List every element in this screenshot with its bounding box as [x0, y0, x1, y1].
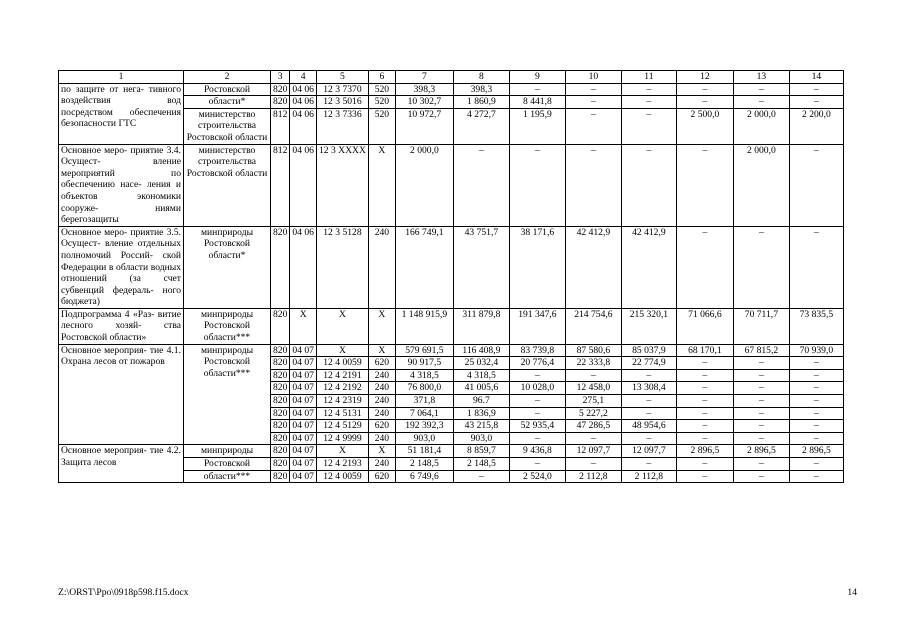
value-cell: 04 06: [290, 96, 317, 109]
value-cell: 240: [368, 369, 395, 382]
value-cell: 12 3 7370: [316, 83, 368, 96]
value-cell: 83 739,8: [509, 344, 565, 357]
value-cell: 20 776,4: [509, 357, 565, 370]
value-cell: 25 032,4: [453, 357, 509, 370]
value-cell: –: [733, 382, 789, 395]
value-cell: –: [509, 83, 565, 96]
activity-name: Основное мероприя- тие 4.1. Охрана лесов от пожаров: [59, 344, 184, 445]
value-cell: –: [733, 407, 789, 420]
value-cell: 52 935,4: [509, 420, 565, 433]
value-cell: 04 06: [290, 83, 317, 96]
value-cell: 38 171,6: [509, 226, 565, 308]
executor-org: министерство строительства Ростовской области: [184, 144, 271, 226]
value-cell: 04 07: [290, 357, 317, 370]
value-cell: 43 215,8: [453, 420, 509, 433]
value-cell: 96.7: [453, 395, 509, 408]
value-cell: 2 112,8: [621, 470, 676, 483]
value-cell: –: [789, 382, 843, 395]
value-cell: 10 302,7: [395, 96, 453, 109]
activity-name: Основное мероприя- тие 4.2. Защита лесов: [59, 445, 184, 483]
value-cell: 240: [368, 407, 395, 420]
value-cell: 76 800,0: [395, 382, 453, 395]
value-cell: 12 4 0059: [316, 357, 368, 370]
value-cell: 04 06: [290, 108, 317, 144]
value-cell: –: [676, 407, 733, 420]
value-cell: 43 751,7: [453, 226, 509, 308]
value-cell: –: [621, 407, 676, 420]
value-cell: 12 4 9999: [316, 432, 368, 445]
value-cell: –: [621, 96, 676, 109]
value-cell: 4 318,5: [395, 369, 453, 382]
value-cell: 214 754,6: [565, 308, 621, 344]
executor-org: минприроды: [184, 445, 271, 458]
value-cell: 371,8: [395, 395, 453, 408]
value-cell: –: [733, 357, 789, 370]
value-cell: 2 500,0: [676, 108, 733, 144]
value-cell: –: [733, 458, 789, 471]
value-cell: 48 954,6: [621, 420, 676, 433]
value-cell: –: [733, 369, 789, 382]
value-cell: 2 000,0: [733, 144, 789, 226]
value-cell: 820: [271, 445, 290, 458]
column-number: 9: [509, 71, 565, 84]
column-number: 3: [271, 71, 290, 84]
value-cell: X: [316, 308, 368, 344]
value-cell: 12 4 5129: [316, 420, 368, 433]
value-cell: 68 170,1: [676, 344, 733, 357]
value-cell: 12 4 2319: [316, 395, 368, 408]
budget-table: [58, 70, 844, 483]
column-number: 6: [368, 71, 395, 84]
value-cell: –: [676, 382, 733, 395]
value-cell: 12 4 2193: [316, 458, 368, 471]
footer-file-path: Z:\ORST\Ppo\0918p598.f15.docx: [58, 587, 189, 598]
executor-org: области*: [184, 96, 271, 109]
table-row: [59, 308, 844, 344]
value-cell: 398,3: [453, 83, 509, 96]
header-row: [59, 71, 844, 84]
value-cell: 71 066,6: [676, 308, 733, 344]
value-cell: 12 3 7336: [316, 108, 368, 144]
value-cell: 2 000,0: [733, 108, 789, 144]
value-cell: –: [565, 369, 621, 382]
value-cell: 903,0: [453, 432, 509, 445]
value-cell: X: [368, 144, 395, 226]
table-row: [59, 445, 844, 458]
value-cell: –: [789, 470, 843, 483]
value-cell: 812: [271, 108, 290, 144]
activity-name: Основное меро- приятие 3.4. Осущест- вление мероприятий по обеспечению насе- ления и объектов экономики сооруже- ниями берегозащиты: [59, 144, 184, 226]
column-number: 2: [184, 71, 271, 84]
value-cell: –: [509, 432, 565, 445]
value-cell: 04 07: [290, 382, 317, 395]
value-cell: 12 4 5131: [316, 407, 368, 420]
value-cell: 820: [271, 83, 290, 96]
value-cell: 12 4 2191: [316, 369, 368, 382]
column-number: 7: [395, 71, 453, 84]
value-cell: 12 097,7: [621, 445, 676, 458]
executor-org: министерство строительства Ростовской области: [184, 108, 271, 144]
executor-org: минприроды Ростовской области*: [184, 226, 271, 308]
table-row: [59, 344, 844, 357]
value-cell: 2 200,0: [789, 108, 843, 144]
value-cell: –: [676, 432, 733, 445]
value-cell: 520: [368, 83, 395, 96]
value-cell: –: [565, 108, 621, 144]
value-cell: –: [676, 144, 733, 226]
value-cell: –: [621, 432, 676, 445]
column-number: 13: [733, 71, 789, 84]
value-cell: 04 07: [290, 395, 317, 408]
value-cell: –: [453, 470, 509, 483]
value-cell: 620: [368, 420, 395, 433]
value-cell: 2 148,5: [453, 458, 509, 471]
column-number: 8: [453, 71, 509, 84]
value-cell: –: [733, 420, 789, 433]
value-cell: 4 272,7: [453, 108, 509, 144]
value-cell: –: [789, 226, 843, 308]
value-cell: –: [565, 96, 621, 109]
value-cell: 42 412,9: [565, 226, 621, 308]
value-cell: 22 333,8: [565, 357, 621, 370]
value-cell: X: [368, 308, 395, 344]
value-cell: 1 836,9: [453, 407, 509, 420]
value-cell: 8 859,7: [453, 445, 509, 458]
value-cell: –: [565, 458, 621, 471]
value-cell: 2 000,0: [395, 144, 453, 226]
value-cell: X: [316, 344, 368, 357]
value-cell: 1 148 915,9: [395, 308, 453, 344]
value-cell: 04 07: [290, 458, 317, 471]
value-cell: 12 097,7: [565, 445, 621, 458]
value-cell: –: [676, 369, 733, 382]
value-cell: 275,1: [565, 395, 621, 408]
value-cell: 42 412,9: [621, 226, 676, 308]
value-cell: 04 07: [290, 470, 317, 483]
value-cell: 820: [271, 432, 290, 445]
value-cell: 820: [271, 308, 290, 344]
value-cell: 2 148,5: [395, 458, 453, 471]
executor-org: минприроды Ростовской области***: [184, 308, 271, 344]
value-cell: 10 972,7: [395, 108, 453, 144]
executor-org: минприроды Ростовской области***: [184, 344, 271, 445]
value-cell: X: [290, 308, 317, 344]
value-cell: 240: [368, 382, 395, 395]
value-cell: 47 286,5: [565, 420, 621, 433]
value-cell: 9 436,8: [509, 445, 565, 458]
value-cell: 51 181,4: [395, 445, 453, 458]
value-cell: –: [565, 144, 621, 226]
value-cell: –: [621, 108, 676, 144]
value-cell: –: [733, 96, 789, 109]
value-cell: 04 07: [290, 369, 317, 382]
value-cell: 820: [271, 407, 290, 420]
value-cell: –: [621, 83, 676, 96]
value-cell: 87 580,6: [565, 344, 621, 357]
column-number: 4: [290, 71, 317, 84]
value-cell: –: [509, 144, 565, 226]
value-cell: X: [316, 445, 368, 458]
value-cell: 22 774,9: [621, 357, 676, 370]
value-cell: 1 195,9: [509, 108, 565, 144]
value-cell: 41 005,6: [453, 382, 509, 395]
value-cell: –: [733, 83, 789, 96]
value-cell: –: [676, 83, 733, 96]
value-cell: –: [789, 407, 843, 420]
value-cell: –: [733, 432, 789, 445]
column-number: 12: [676, 71, 733, 84]
value-cell: 240: [368, 458, 395, 471]
column-number: 10: [565, 71, 621, 84]
value-cell: –: [789, 96, 843, 109]
column-number: 11: [621, 71, 676, 84]
value-cell: 820: [271, 470, 290, 483]
value-cell: 820: [271, 344, 290, 357]
value-cell: –: [565, 83, 621, 96]
value-cell: 7 064,1: [395, 407, 453, 420]
value-cell: 620: [368, 470, 395, 483]
value-cell: –: [509, 458, 565, 471]
value-cell: 04 07: [290, 420, 317, 433]
column-number: 5: [316, 71, 368, 84]
value-cell: –: [621, 144, 676, 226]
value-cell: 12 4 2192: [316, 382, 368, 395]
value-cell: 4 318,5: [453, 369, 509, 382]
value-cell: 04 07: [290, 407, 317, 420]
value-cell: –: [621, 395, 676, 408]
value-cell: 2 896,5: [789, 445, 843, 458]
value-cell: 2 896,5: [733, 445, 789, 458]
value-cell: 240: [368, 226, 395, 308]
executor-org: области***: [184, 470, 271, 483]
value-cell: 2 524,0: [509, 470, 565, 483]
value-cell: 520: [368, 96, 395, 109]
value-cell: –: [789, 369, 843, 382]
value-cell: 116 408,9: [453, 344, 509, 357]
value-cell: –: [565, 432, 621, 445]
value-cell: –: [676, 395, 733, 408]
value-cell: –: [509, 395, 565, 408]
value-cell: 215 320,1: [621, 308, 676, 344]
value-cell: –: [789, 395, 843, 408]
page-number: 14: [847, 587, 857, 598]
value-cell: 820: [271, 357, 290, 370]
value-cell: 04 07: [290, 344, 317, 357]
value-cell: 192 392,3: [395, 420, 453, 433]
value-cell: –: [676, 458, 733, 471]
value-cell: 820: [271, 96, 290, 109]
value-cell: –: [676, 96, 733, 109]
value-cell: 04 07: [290, 445, 317, 458]
table-row: [59, 144, 844, 226]
value-cell: –: [789, 83, 843, 96]
value-cell: 820: [271, 458, 290, 471]
value-cell: X: [368, 344, 395, 357]
value-cell: –: [676, 470, 733, 483]
value-cell: 12 4 0059: [316, 470, 368, 483]
value-cell: –: [789, 144, 843, 226]
value-cell: 398,3: [395, 83, 453, 96]
value-cell: 579 691,5: [395, 344, 453, 357]
value-cell: 67 815,2: [733, 344, 789, 357]
value-cell: 12 3 5128: [316, 226, 368, 308]
value-cell: –: [676, 226, 733, 308]
value-cell: –: [509, 369, 565, 382]
value-cell: 10 028,0: [509, 382, 565, 395]
column-number: 14: [789, 71, 843, 84]
value-cell: –: [733, 470, 789, 483]
value-cell: –: [621, 369, 676, 382]
value-cell: 6 749,6: [395, 470, 453, 483]
value-cell: –: [676, 357, 733, 370]
value-cell: 85 037,9: [621, 344, 676, 357]
value-cell: 04 06: [290, 144, 317, 226]
value-cell: –: [509, 407, 565, 420]
value-cell: 2 112,8: [565, 470, 621, 483]
value-cell: –: [733, 226, 789, 308]
value-cell: 820: [271, 420, 290, 433]
value-cell: 13 308,4: [621, 382, 676, 395]
value-cell: 903,0: [395, 432, 453, 445]
value-cell: 820: [271, 395, 290, 408]
value-cell: 240: [368, 395, 395, 408]
value-cell: 5 227,2: [565, 407, 621, 420]
value-cell: X: [368, 445, 395, 458]
value-cell: –: [621, 458, 676, 471]
value-cell: 12 3 XXXX: [316, 144, 368, 226]
value-cell: –: [453, 144, 509, 226]
executor-org: Ростовской: [184, 458, 271, 471]
value-cell: 820: [271, 226, 290, 308]
executor-org: Ростовской: [184, 83, 271, 96]
column-number: 1: [59, 71, 184, 84]
value-cell: 04 07: [290, 432, 317, 445]
value-cell: –: [789, 420, 843, 433]
value-cell: 2 896,5: [676, 445, 733, 458]
value-cell: 90 917,5: [395, 357, 453, 370]
value-cell: –: [789, 357, 843, 370]
value-cell: –: [789, 458, 843, 471]
value-cell: 166 749,1: [395, 226, 453, 308]
value-cell: –: [733, 395, 789, 408]
value-cell: –: [789, 432, 843, 445]
value-cell: 820: [271, 369, 290, 382]
activity-name: по защите от нега- тивного воздействия вод посредством обеспечения безопасности ГТС: [59, 83, 184, 144]
value-cell: 812: [271, 144, 290, 226]
value-cell: 520: [368, 108, 395, 144]
value-cell: 8 441,8: [509, 96, 565, 109]
value-cell: 70 939,0: [789, 344, 843, 357]
value-cell: 04 06: [290, 226, 317, 308]
value-cell: –: [676, 420, 733, 433]
value-cell: 191 347,6: [509, 308, 565, 344]
value-cell: 73 835,5: [789, 308, 843, 344]
value-cell: 12 3 5016: [316, 96, 368, 109]
value-cell: 620: [368, 357, 395, 370]
value-cell: 12 458,0: [565, 382, 621, 395]
table-row: [59, 83, 844, 96]
value-cell: 820: [271, 382, 290, 395]
table-row: [59, 226, 844, 308]
activity-name: Подпрограмма 4 «Раз- витие лесного хозяй- ства Ростовской области»: [59, 308, 184, 344]
value-cell: 311 879,8: [453, 308, 509, 344]
activity-name: Основное меро- приятие 3.5. Осущест- вление отдельных полномочий Россий- ской Федерации в области водных отношений (за счет субвенций федераль- ного бюджета): [59, 226, 184, 308]
value-cell: 1 860,9: [453, 96, 509, 109]
value-cell: 240: [368, 432, 395, 445]
value-cell: 70 711,7: [733, 308, 789, 344]
